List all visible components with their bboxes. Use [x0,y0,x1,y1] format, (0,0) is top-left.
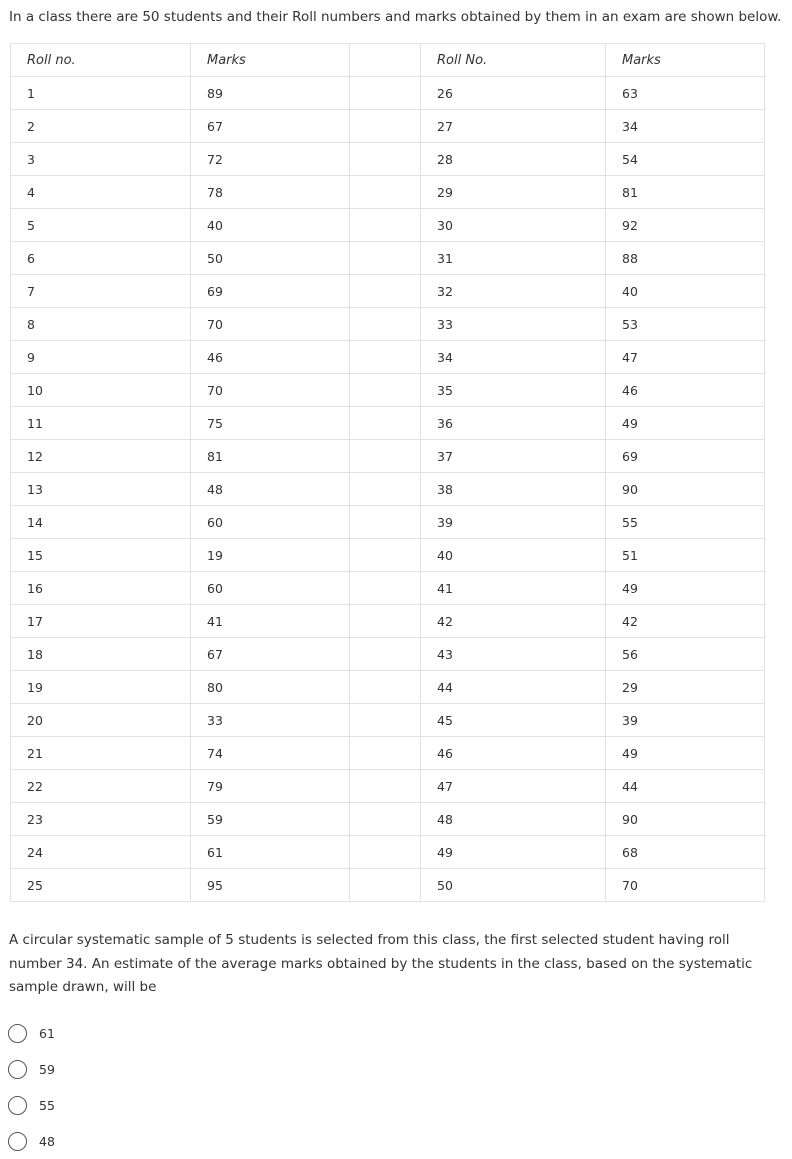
cell-spacer [350,209,421,242]
table-row [11,671,765,704]
cell-marks: 90 [606,473,765,506]
cell-roll-no: 8 [11,308,191,341]
cell-marks: 53 [606,308,765,341]
cell-spacer [350,803,421,836]
cell-roll-no: 1 [11,77,191,110]
cell-marks: 47 [606,341,765,374]
cell-spacer [350,638,421,671]
table-row [11,836,765,869]
radio-button-icon[interactable] [8,1024,27,1043]
cell-roll-no: 7 [11,275,191,308]
cell-spacer [350,374,421,407]
cell-roll-no: 47 [421,770,606,803]
option-2[interactable] [8,1051,55,1087]
cell-roll-no: 26 [421,77,606,110]
cell-spacer [350,143,421,176]
option-label: 61 [39,1025,55,1041]
cell-roll-no: 34 [421,341,606,374]
cell-marks: 70 [191,374,350,407]
cell-roll-no: 38 [421,473,606,506]
header-spacer [350,44,421,77]
cell-roll-no: 48 [421,803,606,836]
table-row [11,803,765,836]
cell-marks: 60 [191,506,350,539]
cell-marks: 33 [191,704,350,737]
answer-options [8,1015,55,1159]
cell-marks: 41 [191,605,350,638]
table-body [11,77,765,902]
table-row [11,737,765,770]
radio-button-icon[interactable] [8,1132,27,1151]
cell-roll-no: 49 [421,836,606,869]
header-roll-no-left: Roll no. [11,44,191,77]
cell-spacer [350,836,421,869]
marks-table [10,43,765,902]
table-row [11,539,765,572]
cell-roll-no: 43 [421,638,606,671]
option-label: 55 [39,1097,55,1113]
table-row [11,110,765,143]
table-row [11,407,765,440]
cell-roll-no: 29 [421,176,606,209]
cell-roll-no: 36 [421,407,606,440]
cell-marks: 72 [191,143,350,176]
table-row [11,77,765,110]
cell-roll-no: 6 [11,242,191,275]
option-3[interactable] [8,1087,55,1123]
table-row [11,341,765,374]
cell-roll-no: 25 [11,869,191,902]
cell-roll-no: 17 [11,605,191,638]
cell-marks: 81 [606,176,765,209]
header-marks-left: Marks [191,44,350,77]
table-row [11,506,765,539]
cell-spacer [350,440,421,473]
cell-roll-no: 14 [11,506,191,539]
cell-roll-no: 16 [11,572,191,605]
cell-marks: 50 [191,242,350,275]
cell-roll-no: 44 [421,671,606,704]
table-row [11,143,765,176]
cell-marks: 61 [191,836,350,869]
table-row [11,605,765,638]
cell-marks: 42 [606,605,765,638]
cell-marks: 63 [606,77,765,110]
cell-marks: 69 [191,275,350,308]
radio-button-icon[interactable] [8,1060,27,1079]
table-row [11,374,765,407]
cell-marks: 67 [191,110,350,143]
cell-marks: 90 [606,803,765,836]
cell-spacer [350,341,421,374]
cell-roll-no: 4 [11,176,191,209]
cell-roll-no: 23 [11,803,191,836]
cell-roll-no: 3 [11,143,191,176]
cell-spacer [350,704,421,737]
cell-spacer [350,770,421,803]
cell-spacer [350,308,421,341]
cell-spacer [350,242,421,275]
cell-spacer [350,539,421,572]
cell-marks: 89 [191,77,350,110]
cell-roll-no: 10 [11,374,191,407]
cell-marks: 95 [191,869,350,902]
option-4[interactable] [8,1123,55,1159]
cell-marks: 48 [191,473,350,506]
radio-button-icon[interactable] [8,1096,27,1115]
cell-marks: 69 [606,440,765,473]
cell-spacer [350,407,421,440]
cell-spacer [350,506,421,539]
cell-roll-no: 27 [421,110,606,143]
table-row [11,770,765,803]
cell-spacer [350,110,421,143]
cell-roll-no: 28 [421,143,606,176]
cell-roll-no: 24 [11,836,191,869]
table-row [11,176,765,209]
cell-marks: 40 [606,275,765,308]
cell-marks: 70 [606,869,765,902]
cell-roll-no: 5 [11,209,191,242]
cell-marks: 68 [606,836,765,869]
cell-roll-no: 20 [11,704,191,737]
cell-marks: 51 [606,539,765,572]
cell-marks: 46 [606,374,765,407]
table-row [11,572,765,605]
cell-marks: 92 [606,209,765,242]
cell-marks: 75 [191,407,350,440]
cell-spacer [350,605,421,638]
table-row [11,275,765,308]
cell-spacer [350,671,421,704]
cell-marks: 74 [191,737,350,770]
cell-roll-no: 41 [421,572,606,605]
cell-roll-no: 45 [421,704,606,737]
cell-spacer [350,275,421,308]
option-label: 59 [39,1061,55,1077]
cell-roll-no: 2 [11,110,191,143]
question-text: A circular systematic sample of 5 students is selected from this class, the first selected student having roll number 34. An estimate of the average marks obtained by the students in the class, based on the systematic sample drawn, will be [9,932,753,995]
cell-marks: 88 [606,242,765,275]
cell-roll-no: 30 [421,209,606,242]
cell-roll-no: 46 [421,737,606,770]
cell-marks: 80 [191,671,350,704]
cell-marks: 67 [191,638,350,671]
option-label: 48 [39,1133,55,1149]
cell-roll-no: 12 [11,440,191,473]
cell-roll-no: 13 [11,473,191,506]
cell-spacer [350,77,421,110]
cell-roll-no: 15 [11,539,191,572]
table-row [11,440,765,473]
option-1[interactable] [8,1015,55,1051]
cell-marks: 34 [606,110,765,143]
cell-roll-no: 39 [421,506,606,539]
cell-roll-no: 9 [11,341,191,374]
table-row [11,704,765,737]
table-header-row [11,44,765,77]
cell-roll-no: 11 [11,407,191,440]
cell-marks: 49 [606,572,765,605]
cell-roll-no: 42 [421,605,606,638]
table-row [11,242,765,275]
cell-roll-no: 40 [421,539,606,572]
cell-marks: 55 [606,506,765,539]
cell-spacer [350,473,421,506]
cell-roll-no: 22 [11,770,191,803]
cell-marks: 40 [191,209,350,242]
cell-marks: 60 [191,572,350,605]
table-row [11,308,765,341]
cell-marks: 81 [191,440,350,473]
cell-spacer [350,869,421,902]
cell-roll-no: 21 [11,737,191,770]
table-row [11,473,765,506]
cell-marks: 59 [191,803,350,836]
cell-roll-no: 18 [11,638,191,671]
cell-roll-no: 37 [421,440,606,473]
cell-marks: 46 [191,341,350,374]
cell-roll-no: 31 [421,242,606,275]
cell-marks: 49 [606,737,765,770]
cell-roll-no: 19 [11,671,191,704]
cell-roll-no: 33 [421,308,606,341]
cell-marks: 19 [191,539,350,572]
cell-marks: 49 [606,407,765,440]
cell-spacer [350,737,421,770]
table-row [11,638,765,671]
cell-marks: 70 [191,308,350,341]
cell-marks: 29 [606,671,765,704]
cell-roll-no: 32 [421,275,606,308]
cell-spacer [350,572,421,605]
cell-roll-no: 50 [421,869,606,902]
header-roll-no-right: Roll No. [421,44,606,77]
table-row [11,209,765,242]
cell-marks: 54 [606,143,765,176]
cell-marks: 79 [191,770,350,803]
cell-marks: 78 [191,176,350,209]
cell-marks: 44 [606,770,765,803]
header-marks-right: Marks [606,44,765,77]
cell-marks: 56 [606,638,765,671]
cell-spacer [350,176,421,209]
cell-marks: 39 [606,704,765,737]
cell-roll-no: 35 [421,374,606,407]
question-intro: In a class there are 50 students and their Roll numbers and marks obtained by them in an exam are shown below. [9,9,782,25]
table-row [11,869,765,902]
